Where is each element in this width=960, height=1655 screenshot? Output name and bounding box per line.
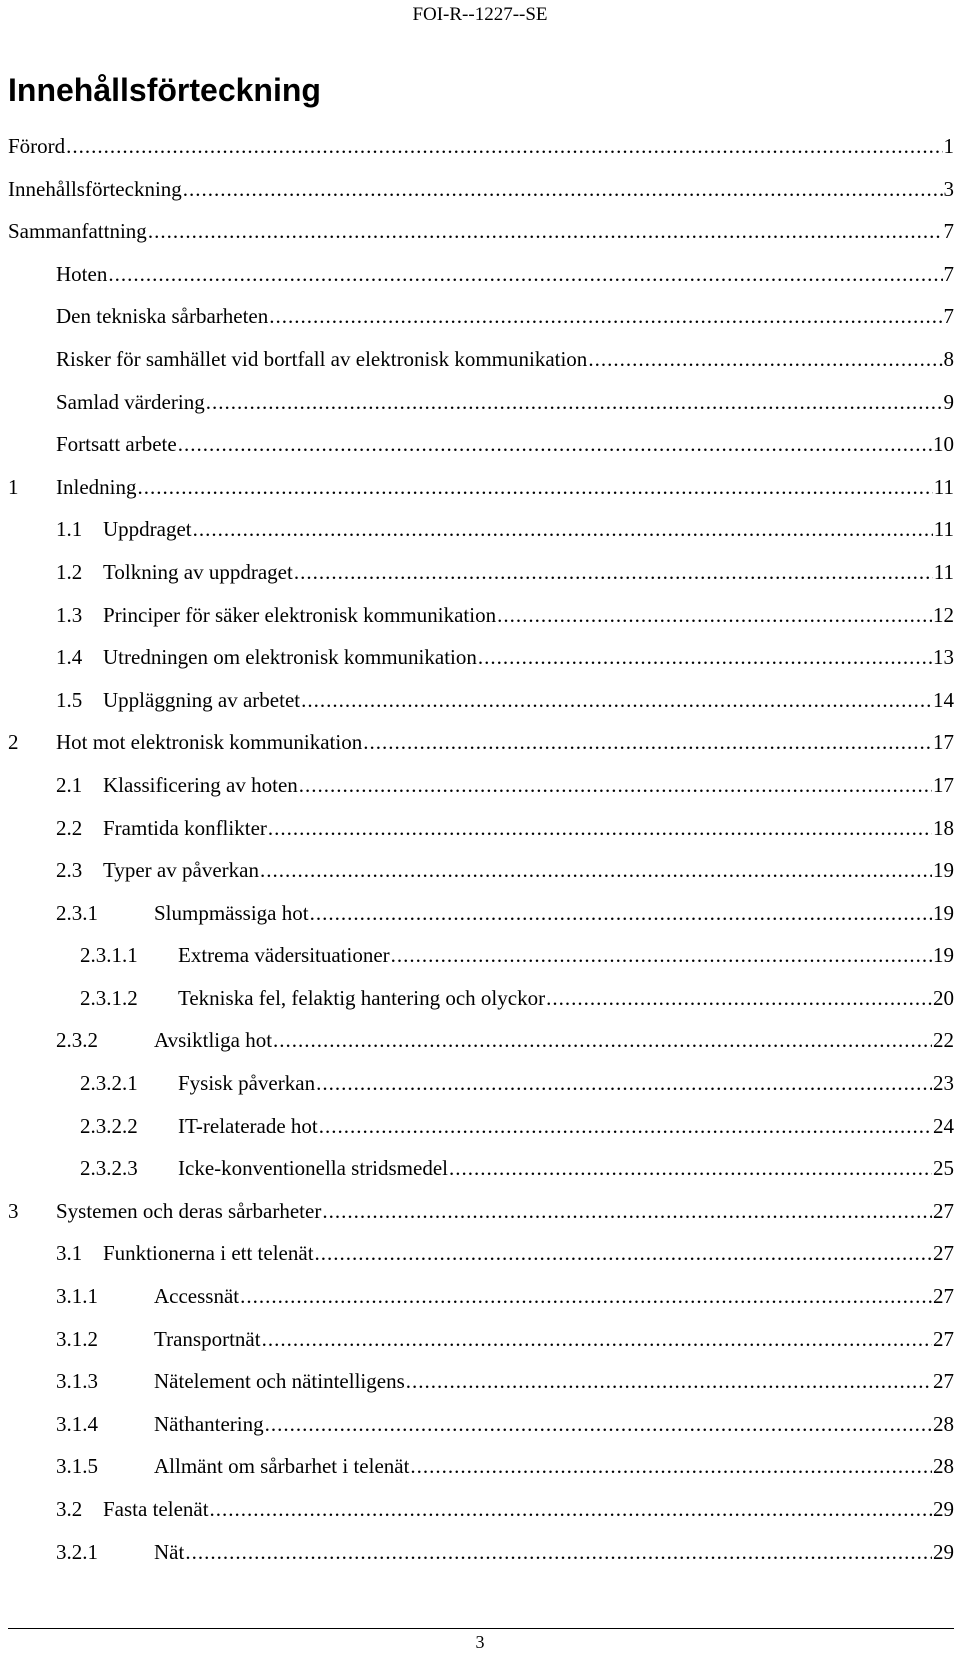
toc-entry-number: 3.2 [56, 1497, 83, 1521]
toc-entry-page: 3 [943, 176, 954, 201]
toc-entry-number: 3.1.5 [56, 1454, 98, 1479]
toc-entry-page: 25 [933, 1156, 954, 1181]
toc-entry-title: Förord [8, 134, 66, 158]
toc-entry[interactable] [8, 1324, 954, 1367]
toc-entry[interactable] [8, 472, 954, 515]
toc-dot-leader [546, 983, 932, 1013]
toc-entry[interactable] [8, 727, 954, 770]
toc-dot-leader [260, 855, 932, 885]
toc-entry[interactable] [8, 1281, 954, 1324]
toc-entry[interactable] [8, 1025, 954, 1068]
toc-entry-page: 17 [933, 772, 954, 797]
toc-entry-title: Avsiktliga hot [154, 1028, 273, 1053]
toc-entry-page: 7 [943, 304, 954, 329]
toc-entry-page: 29 [933, 1497, 954, 1521]
toc-entry-page: 28 [933, 1411, 954, 1436]
toc-entry[interactable] [8, 813, 954, 856]
toc-entry-number: 2.1 [56, 772, 83, 797]
toc-entry-page: 29 [933, 1539, 954, 1564]
footer-divider [8, 1628, 954, 1629]
toc-entry-title: Inledning [56, 474, 137, 499]
toc-dot-leader [497, 600, 932, 630]
toc-dot-leader [363, 727, 932, 757]
toc-entry-page: 9 [943, 389, 954, 414]
toc-entry-number: 1.4 [56, 645, 83, 670]
toc-entry-title: IT-relaterade hot [178, 1113, 318, 1138]
toc-entry-title: Samlad värdering [56, 389, 205, 414]
toc-dot-leader [301, 685, 932, 715]
toc-entry[interactable] [8, 131, 954, 174]
toc-dot-leader [588, 344, 942, 374]
toc-entry[interactable] [8, 1451, 954, 1494]
toc-entry-title: Allmänt om sårbarhet i telenät [154, 1454, 410, 1479]
toc-entry[interactable] [8, 770, 954, 813]
toc-entry-number: 1.5 [56, 687, 83, 712]
toc-entry-number: 3.1.2 [56, 1326, 98, 1351]
toc-entry-title: Nät [154, 1539, 185, 1564]
toc-entry-number: 2.2 [56, 815, 83, 840]
toc-entry[interactable] [8, 1153, 954, 1196]
toc-dot-leader [183, 174, 943, 204]
toc-dot-leader [137, 472, 932, 502]
toc-entry-number: 2.3.1.1 [80, 943, 138, 968]
toc-entry-page: 14 [933, 687, 954, 712]
toc-entry-page: 19 [933, 943, 954, 968]
table-of-contents [8, 131, 954, 1579]
toc-entry-title: Hoten [56, 261, 108, 286]
toc-entry[interactable] [8, 940, 954, 983]
toc-entry[interactable] [8, 174, 954, 217]
toc-dot-leader [193, 514, 933, 544]
toc-entry[interactable] [8, 1068, 954, 1111]
footer-page-number: 3 [475, 1632, 485, 1652]
toc-entry-title: Tekniska fel, felaktig hantering och olyckor [178, 985, 546, 1010]
toc-entry-title: Systemen och deras sårbarheter [56, 1198, 322, 1223]
toc-entry-title: Tolkning av uppdraget [103, 559, 293, 584]
toc-entry[interactable] [8, 1366, 954, 1409]
toc-entry-title: Accessnät [154, 1284, 240, 1309]
toc-dot-leader [315, 1238, 932, 1268]
toc-entry[interactable] [8, 557, 954, 600]
toc-entry-title: Den tekniska sårbarheten [56, 304, 269, 329]
toc-entry-page: 7 [943, 261, 954, 286]
toc-entry[interactable] [8, 1409, 954, 1452]
toc-entry-number: 3.2.1 [56, 1539, 98, 1564]
toc-dot-leader [478, 642, 932, 672]
toc-entry[interactable] [8, 259, 954, 302]
toc-entry-page: 27 [933, 1198, 954, 1223]
toc-entry-number: 2.3.2.2 [80, 1113, 138, 1138]
toc-dot-leader [66, 131, 942, 161]
toc-entry-title: Risker för samhället vid bortfall av elektronisk kommunikation [56, 346, 588, 371]
toc-entry-title: Framtida konflikter [103, 815, 267, 840]
toc-dot-leader [185, 1537, 932, 1567]
toc-entry-number: 2.3.2.1 [80, 1071, 138, 1096]
toc-entry-number: 1 [8, 474, 19, 499]
toc-entry-page: 19 [933, 900, 954, 925]
toc-entry-page: 20 [933, 985, 954, 1010]
toc-entry[interactable] [8, 600, 954, 643]
toc-entry-title: Extrema vädersituationer [178, 943, 390, 968]
toc-entry-number: 2.3.2.3 [80, 1156, 138, 1181]
toc-entry-page: 28 [933, 1454, 954, 1479]
toc-entry-title: Icke-konventionella stridsmedel [178, 1156, 448, 1181]
toc-dot-leader [410, 1451, 932, 1481]
toc-dot-leader [240, 1281, 932, 1311]
toc-entry-title: Fysisk påverkan [178, 1071, 316, 1096]
toc-entry[interactable] [8, 216, 954, 259]
toc-dot-leader [316, 1068, 932, 1098]
toc-entry-title: Transportnät [154, 1326, 261, 1351]
toc-entry-page: 27 [933, 1241, 954, 1266]
toc-dot-leader [322, 1196, 932, 1226]
toc-entry-page: 13 [933, 645, 954, 670]
toc-entry[interactable] [8, 301, 954, 344]
toc-entry-title: Klassificering av hoten [103, 772, 298, 797]
toc-entry[interactable] [8, 429, 954, 472]
toc-entry-title: Uppdraget [103, 517, 192, 542]
toc-entry-number: 2.3.1 [56, 900, 98, 925]
toc-entry-page: 27 [933, 1326, 954, 1351]
toc-entry-title: Utredningen om elektronisk kommunikation [103, 645, 477, 670]
toc-entry-title: Nätelement och nätintelligens [154, 1369, 405, 1394]
toc-entry-number: 3.1.3 [56, 1369, 98, 1394]
toc-entry-number: 1.2 [56, 559, 83, 584]
toc-dot-leader [210, 1494, 932, 1524]
toc-entry-title: Fasta telenät [103, 1497, 209, 1521]
toc-entry-page: 8 [943, 346, 954, 371]
toc-entry-page: 19 [933, 858, 954, 883]
toc-entry[interactable] [8, 983, 954, 1026]
toc-entry-title: Innehållsförteckning [8, 176, 182, 201]
toc-entry-number: 2 [8, 730, 19, 755]
toc-dot-leader [299, 770, 932, 800]
toc-entry-number: 3.1 [56, 1241, 83, 1266]
toc-dot-leader [178, 429, 932, 459]
toc-entry-page: 18 [933, 815, 954, 840]
toc-dot-leader [273, 1025, 932, 1055]
toc-entry[interactable] [8, 1111, 954, 1154]
toc-entry-page: 17 [933, 730, 954, 755]
report-code: FOI-R--1227--SE [412, 4, 548, 25]
toc-entry-page: 27 [933, 1369, 954, 1394]
toc-entry[interactable] [8, 387, 954, 430]
toc-dot-leader [206, 387, 943, 417]
toc-entry[interactable] [8, 1196, 954, 1239]
toc-entry-page: 23 [933, 1071, 954, 1096]
toc-entry-page: 22 [933, 1028, 954, 1053]
toc-entry-title: Fortsatt arbete [56, 432, 177, 457]
toc-dot-leader [391, 940, 932, 970]
toc-entry-page: 27 [933, 1284, 954, 1309]
toc-entry-title: Sammanfattning [8, 219, 147, 244]
toc-entry[interactable] [8, 1537, 954, 1580]
toc-entry-number: 2.3.2 [56, 1028, 98, 1053]
toc-dot-leader [268, 813, 932, 843]
toc-entry-title: Principer för säker elektronisk kommunikation [103, 602, 497, 627]
toc-entry-number: 2.3.1.2 [80, 985, 138, 1010]
toc-entry-page: 7 [943, 219, 954, 244]
toc-dot-leader [108, 259, 942, 289]
toc-entry-page: 12 [933, 602, 954, 627]
toc-entry-title: Uppläggning av arbetet [103, 687, 301, 712]
toc-entry[interactable] [8, 898, 954, 941]
toc-heading: Innehållsförteckning [8, 72, 321, 108]
toc-entry-number: 1.3 [56, 602, 83, 627]
toc-entry[interactable] [8, 1238, 954, 1281]
toc-dot-leader [406, 1366, 932, 1396]
toc-entry-title: Slumpmässiga hot [154, 900, 309, 925]
toc-dot-leader [148, 216, 943, 246]
toc-entry-number: 2.3 [56, 858, 83, 883]
toc-entry-number: 1.1 [56, 517, 83, 542]
toc-entry-number: 3.1.1 [56, 1284, 98, 1309]
toc-entry-page: 24 [933, 1113, 954, 1138]
toc-dot-leader [262, 1324, 932, 1354]
toc-dot-leader [319, 1111, 932, 1141]
toc-dot-leader [310, 898, 932, 928]
toc-entry-page: 11 [933, 474, 954, 499]
toc-entry-page: 11 [933, 517, 954, 542]
toc-entry-title: Typer av påverkan [103, 858, 259, 883]
toc-entry-title: Näthantering [154, 1411, 264, 1436]
toc-dot-leader [294, 557, 933, 587]
toc-entry[interactable] [8, 685, 954, 728]
toc-dot-leader [269, 301, 942, 331]
toc-entry[interactable] [8, 344, 954, 387]
toc-entry-number: 3 [8, 1198, 19, 1223]
toc-entry-page: 10 [933, 432, 954, 457]
toc-dot-leader [449, 1153, 932, 1183]
toc-entry-page: 11 [933, 559, 954, 584]
toc-entry[interactable] [8, 642, 954, 685]
toc-entry-number: 3.1.4 [56, 1411, 98, 1436]
toc-entry[interactable] [8, 855, 954, 898]
toc-entry-title: Hot mot elektronisk kommunikation [56, 730, 363, 755]
toc-entry[interactable] [8, 1494, 954, 1537]
toc-entry[interactable] [8, 514, 954, 557]
toc-dot-leader [265, 1409, 932, 1439]
toc-entry-page: 1 [943, 134, 954, 158]
toc-entry-title: Funktionerna i ett telenät [103, 1241, 314, 1266]
